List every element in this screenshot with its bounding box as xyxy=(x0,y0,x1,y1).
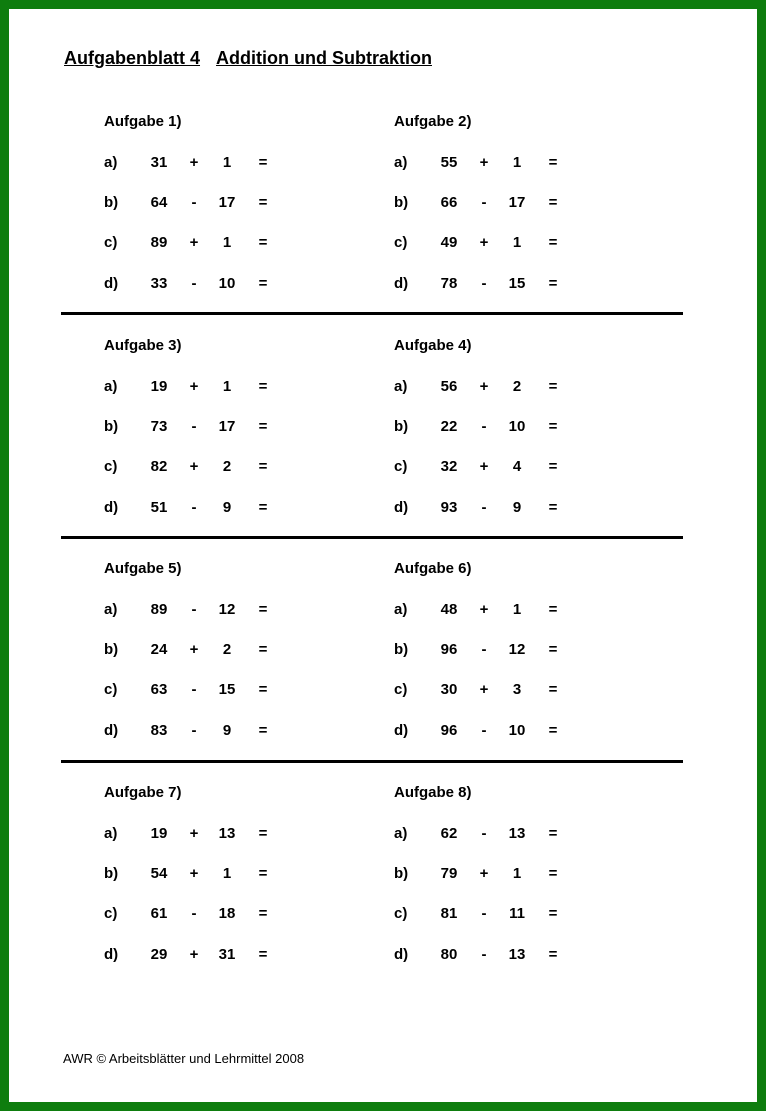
operator: + xyxy=(189,458,199,475)
operator: - xyxy=(481,418,487,435)
task-title: Aufgabe 4) xyxy=(394,337,472,354)
equation-label: d) xyxy=(104,946,119,963)
operand-b: 1 xyxy=(222,234,232,251)
operand-a: 19 xyxy=(150,825,168,842)
equation-row xyxy=(394,275,594,295)
operator: - xyxy=(191,275,197,292)
operand-b: 10 xyxy=(508,418,526,435)
equals-sign: = xyxy=(258,641,268,658)
operator: - xyxy=(481,275,487,292)
equation-row xyxy=(104,499,304,519)
operand-b: 10 xyxy=(508,722,526,739)
operand-b: 4 xyxy=(512,458,522,475)
operand-a: 80 xyxy=(440,946,458,963)
operand-a: 83 xyxy=(150,722,168,739)
operand-b: 13 xyxy=(218,825,236,842)
operand-a: 29 xyxy=(150,946,168,963)
operand-a: 62 xyxy=(440,825,458,842)
operator: - xyxy=(191,418,197,435)
operator: + xyxy=(189,378,199,395)
equation-label: d) xyxy=(394,722,409,739)
equals-sign: = xyxy=(258,458,268,475)
equals-sign: = xyxy=(548,905,558,922)
task-block-7 xyxy=(104,784,304,984)
equation-label: c) xyxy=(104,905,118,922)
equation-label: b) xyxy=(104,865,119,882)
operator: + xyxy=(479,378,489,395)
equals-sign: = xyxy=(258,722,268,739)
equation-label: d) xyxy=(394,499,409,516)
equation-row xyxy=(104,641,304,661)
title-part-2: Addition und Subtraktion xyxy=(216,48,432,68)
equals-sign: = xyxy=(258,154,268,171)
equation-row xyxy=(394,234,594,254)
equals-sign: = xyxy=(258,825,268,842)
operator: + xyxy=(479,681,489,698)
operand-b: 1 xyxy=(222,865,232,882)
operand-a: 79 xyxy=(440,865,458,882)
equation-label: b) xyxy=(394,418,409,435)
equation-row xyxy=(104,946,304,966)
task-block-6 xyxy=(394,560,594,760)
equation-row xyxy=(394,601,594,621)
equation-label: c) xyxy=(104,458,118,475)
equals-sign: = xyxy=(548,418,558,435)
equals-sign: = xyxy=(548,194,558,211)
operand-a: 82 xyxy=(150,458,168,475)
equals-sign: = xyxy=(258,499,268,516)
operand-a: 30 xyxy=(440,681,458,698)
operand-b: 13 xyxy=(508,946,526,963)
equals-sign: = xyxy=(258,378,268,395)
equals-sign: = xyxy=(258,601,268,618)
operator: + xyxy=(479,234,489,251)
operand-a: 78 xyxy=(440,275,458,292)
equation-row xyxy=(104,234,304,254)
operand-a: 49 xyxy=(440,234,458,251)
operator: - xyxy=(191,601,197,618)
operand-a: 19 xyxy=(150,378,168,395)
operand-b: 1 xyxy=(512,234,522,251)
operand-a: 56 xyxy=(440,378,458,395)
task-block-8 xyxy=(394,784,594,984)
equation-label: c) xyxy=(104,234,118,251)
operand-b: 2 xyxy=(512,378,522,395)
equals-sign: = xyxy=(548,641,558,658)
equation-row xyxy=(394,499,594,519)
page-title xyxy=(64,48,432,69)
equation-row xyxy=(104,378,304,398)
operand-b: 1 xyxy=(512,154,522,171)
operator: + xyxy=(189,641,199,658)
equation-row xyxy=(104,825,304,845)
operand-a: 31 xyxy=(150,154,168,171)
equation-row xyxy=(394,946,594,966)
operand-a: 96 xyxy=(440,641,458,658)
equation-row xyxy=(394,418,594,438)
equation-label: d) xyxy=(104,499,119,516)
equals-sign: = xyxy=(548,946,558,963)
operator: + xyxy=(189,825,199,842)
equation-label: a) xyxy=(104,154,118,171)
equation-row xyxy=(394,722,594,742)
operand-a: 32 xyxy=(440,458,458,475)
equals-sign: = xyxy=(258,946,268,963)
equals-sign: = xyxy=(258,865,268,882)
equation-row xyxy=(394,378,594,398)
operator: - xyxy=(191,194,197,211)
operand-a: 81 xyxy=(440,905,458,922)
operator: - xyxy=(481,825,487,842)
equation-label: d) xyxy=(104,722,119,739)
equals-sign: = xyxy=(548,681,558,698)
equation-row xyxy=(394,905,594,925)
equation-row xyxy=(104,905,304,925)
equation-label: b) xyxy=(104,418,119,435)
task-block-3 xyxy=(104,337,304,537)
operand-b: 2 xyxy=(222,641,232,658)
equation-label: b) xyxy=(104,641,119,658)
operand-b: 1 xyxy=(222,154,232,171)
operator: + xyxy=(479,458,489,475)
operator: - xyxy=(481,946,487,963)
operand-a: 22 xyxy=(440,418,458,435)
equation-row xyxy=(394,458,594,478)
operator: - xyxy=(481,499,487,516)
task-title: Aufgabe 6) xyxy=(394,560,472,577)
equation-label: c) xyxy=(394,905,408,922)
equals-sign: = xyxy=(548,865,558,882)
operand-b: 9 xyxy=(512,499,522,516)
equals-sign: = xyxy=(548,499,558,516)
operand-a: 63 xyxy=(150,681,168,698)
operator: + xyxy=(479,865,489,882)
operand-b: 12 xyxy=(218,601,236,618)
equation-row xyxy=(104,275,304,295)
operand-a: 73 xyxy=(150,418,168,435)
operator: + xyxy=(479,601,489,618)
equals-sign: = xyxy=(258,905,268,922)
equals-sign: = xyxy=(548,825,558,842)
operand-b: 13 xyxy=(508,825,526,842)
equation-label: c) xyxy=(394,234,408,251)
operator: - xyxy=(481,194,487,211)
task-title: Aufgabe 3) xyxy=(104,337,182,354)
equation-label: d) xyxy=(394,946,409,963)
equation-label: a) xyxy=(104,601,118,618)
equation-row xyxy=(104,601,304,621)
operand-b: 18 xyxy=(218,905,236,922)
equation-label: b) xyxy=(394,194,409,211)
equation-row xyxy=(394,154,594,174)
operator: + xyxy=(189,865,199,882)
operator: + xyxy=(479,154,489,171)
operator: + xyxy=(189,946,199,963)
equation-label: a) xyxy=(394,601,408,618)
operand-a: 64 xyxy=(150,194,168,211)
title-part-1: Aufgabenblatt 4 xyxy=(64,48,201,68)
copyright-footer: AWR © Arbeitsblätter und Lehrmittel 2008 xyxy=(63,1051,305,1066)
equals-sign: = xyxy=(258,418,268,435)
operand-b: 9 xyxy=(222,722,232,739)
operand-b: 17 xyxy=(218,418,236,435)
task-title: Aufgabe 7) xyxy=(104,784,182,801)
operator: - xyxy=(191,905,197,922)
equation-label: a) xyxy=(394,154,408,171)
operand-b: 12 xyxy=(508,641,526,658)
operator: - xyxy=(481,905,487,922)
operand-a: 93 xyxy=(440,499,458,516)
operand-b: 3 xyxy=(512,681,522,698)
operand-a: 48 xyxy=(440,601,458,618)
equation-row xyxy=(394,825,594,845)
operand-b: 10 xyxy=(218,275,236,292)
section-divider xyxy=(61,312,683,315)
equals-sign: = xyxy=(548,234,558,251)
operand-a: 51 xyxy=(150,499,168,516)
operand-b: 1 xyxy=(222,378,232,395)
operator: - xyxy=(191,722,197,739)
equals-sign: = xyxy=(548,154,558,171)
operand-a: 24 xyxy=(150,641,168,658)
operator: + xyxy=(189,234,199,251)
equals-sign: = xyxy=(548,378,558,395)
operand-b: 15 xyxy=(218,681,236,698)
equals-sign: = xyxy=(548,275,558,292)
equation-label: b) xyxy=(394,641,409,658)
operand-b: 15 xyxy=(508,275,526,292)
operand-b: 17 xyxy=(218,194,236,211)
equation-row xyxy=(394,194,594,214)
equation-label: d) xyxy=(394,275,409,292)
operand-a: 55 xyxy=(440,154,458,171)
equation-label: c) xyxy=(394,458,408,475)
equation-row xyxy=(104,865,304,885)
equation-row xyxy=(394,865,594,885)
task-title: Aufgabe 1) xyxy=(104,113,182,130)
operand-a: 33 xyxy=(150,275,168,292)
operand-a: 96 xyxy=(440,722,458,739)
equation-row xyxy=(104,722,304,742)
section-divider xyxy=(61,760,683,763)
operator: + xyxy=(189,154,199,171)
operand-a: 89 xyxy=(150,601,168,618)
equation-row xyxy=(394,641,594,661)
equals-sign: = xyxy=(258,194,268,211)
equation-label: b) xyxy=(394,865,409,882)
operand-b: 2 xyxy=(222,458,232,475)
equation-row xyxy=(104,418,304,438)
operand-a: 66 xyxy=(440,194,458,211)
equals-sign: = xyxy=(548,458,558,475)
operand-b: 1 xyxy=(512,601,522,618)
equals-sign: = xyxy=(548,601,558,618)
operand-a: 89 xyxy=(150,234,168,251)
operand-b: 31 xyxy=(218,946,236,963)
equation-row xyxy=(104,681,304,701)
operator: - xyxy=(191,499,197,516)
operand-b: 11 xyxy=(509,905,525,922)
equals-sign: = xyxy=(258,681,268,698)
equation-label: c) xyxy=(394,681,408,698)
task-block-4 xyxy=(394,337,594,537)
equals-sign: = xyxy=(258,275,268,292)
operand-b: 9 xyxy=(222,499,232,516)
equation-label: d) xyxy=(104,275,119,292)
operand-b: 17 xyxy=(508,194,526,211)
equation-label: a) xyxy=(104,378,118,395)
equation-row xyxy=(104,194,304,214)
operand-a: 61 xyxy=(150,905,168,922)
task-block-2 xyxy=(394,113,594,313)
task-title: Aufgabe 5) xyxy=(104,560,182,577)
section-divider xyxy=(61,536,683,539)
task-block-5 xyxy=(104,560,304,760)
equals-sign: = xyxy=(548,722,558,739)
task-title: Aufgabe 2) xyxy=(394,113,472,130)
equation-label: a) xyxy=(104,825,118,842)
equation-row xyxy=(104,154,304,174)
operand-b: 1 xyxy=(512,865,522,882)
equation-row xyxy=(104,458,304,478)
equation-label: a) xyxy=(394,825,408,842)
operator: - xyxy=(191,681,197,698)
operator: - xyxy=(481,722,487,739)
equation-label: a) xyxy=(394,378,408,395)
equation-label: b) xyxy=(104,194,119,211)
equation-row xyxy=(394,681,594,701)
operand-a: 54 xyxy=(150,865,168,882)
equation-label: c) xyxy=(104,681,118,698)
operator: - xyxy=(481,641,487,658)
equals-sign: = xyxy=(258,234,268,251)
task-block-1 xyxy=(104,113,304,313)
task-title: Aufgabe 8) xyxy=(394,784,472,801)
